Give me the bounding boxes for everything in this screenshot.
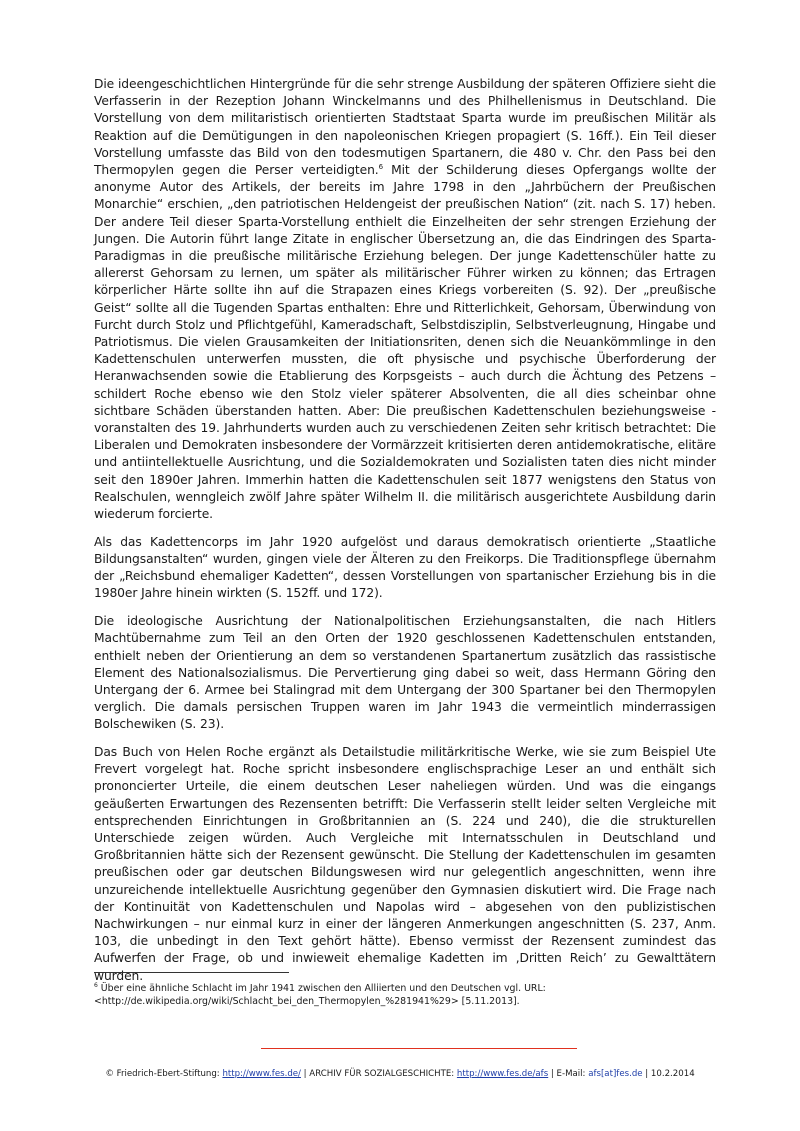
- footnote-divider: [94, 972, 289, 973]
- document-body: [94, 76, 716, 995]
- paragraph-4: Das Buch von Helen Roche ergänzt als Detailstudie militärkritische Werke, wie sie zum Beispiel Ute Frevert vorgelegt hat. Roche spricht insbesondere englischsprachige Leser an und enthält sich prononcierter Urteile, die einem deutschen Leser naheliegen würden. Und was die eingangs geäußerten Erwartungen des Rezensenten betrifft: Die Verfasserin stellt leider selten Vergleiche mit entsprechenden Einrichtungen in Großbritannien an (S. 224 und 240), die die strukturellen Unterschiede zeigen würden. Auch Vergleiche mit Internatsschulen in Deutschland und Großbritannien hätte sich der Rezensent gewünscht. Die Stellung der Kadettenschulen im gesamten preußischen oder gar deutschen Bildungswesen wird nur gelegentlich angeschnitten, wenn ihre unzureichende intellektuelle Ausrichtung gegenüber den Gymnasien diskutiert wird. Die Frage nach der Kontinuität von Kadettenschulen und Napolas wird – abgesehen von den publizistischen Nachwirkungen – nur einmal kurz in einer der längeren Anmerkungen angeschnitten (S. 237, Anm. 103, die unbedingt in den Text gehört hätte). Ebenso vermisst der Rezensent zumindest das Aufwerfen der Frage, ob und inwieweit ehemalige Kadetten im ‚Dritten Reich’ zu Gewalttätern wurden.: [94, 745, 716, 983]
- afs-link[interactable]: http://www.fes.de/afs: [456, 1069, 549, 1079]
- footer-divider: [261, 1048, 577, 1049]
- paragraph-1: [94, 76, 716, 523]
- page-footer: [0, 1069, 800, 1079]
- footer-date: | 10.2.2014: [642, 1069, 695, 1079]
- footer-email-label: | E-Mail:: [548, 1069, 589, 1079]
- fes-link[interactable]: http://www.fes.de/: [222, 1069, 301, 1079]
- footnote-number: 6: [94, 981, 98, 989]
- paragraph-1-text-a: Die ideengeschichtlichen Hintergründe für die sehr strenge Ausbildung der späteren Offiziere sieht die Verfasserin in der Rezeption Johann Winckelmanns und des Philhellenismus in Deutschland. Die Vorstellung von dem militaristisch orientierten Stadtstaat Sparta wurde im preußischen Militär als Reaktion auf die Demütigungen in den napoleonischen Kriegen propagiert (S. 16ff.). Ein Teil dieser Vorstellung umfasste das Bild von den todesmutigen Spartanern, die 480 v. Chr. den Pass bei den Thermopylen gegen die Perser verteidigten.: [94, 77, 716, 178]
- footnote-ref-6[interactable]: 6: [378, 162, 383, 171]
- footnote-text: Über eine ähnliche Schlacht im Jahr 1941 zwischen den Alliierten und den Deutschen vgl. URL: <http://de.wikipedia.org/wiki/Schlacht_bei_den_Thermopylen_%281941%29> [5.11.2013].: [94, 983, 546, 1008]
- footer-archive-label: | ARCHIV FÜR SOZIALGESCHICHTE:: [300, 1069, 457, 1079]
- footnote: [94, 982, 724, 1009]
- footer-email[interactable]: afs[at]fes.de: [588, 1069, 643, 1079]
- paragraph-2: Als das Kadettencorps im Jahr 1920 aufgelöst und daraus demokratisch orientierte „Staatliche Bildungsanstalten“ wurden, gingen viele der Älteren zu den Freikorps. Die Traditionspflege übernahm der „Reichsbund ehemaliger Kadetten“, dessen Vorstellungen von spartanischer Erziehung bis in die 1980er Jahre hinein wirkten (S. 152ff. und 172).: [94, 534, 716, 601]
- paragraph-3: Die ideologische Ausrichtung der Nationalpolitischen Erziehungsanstalten, die nach Hitlers Machtübernahme zum Teil an den Orten der 1920 geschlossenen Kadettenschulen entstanden, enthielt neben der Orientierung an dem so verstandenen Spartanertum zusätzlich das rassistische Element des Nationalsozialismus. Die Pervertierung ging dabei so weit, dass Hermann Göring den Untergang der 6. Armee bei Stalingrad mit dem Untergang der 300 Spartaner bei den Thermopylen verglich. Die damals persischen Truppen waren im Jahr 1943 die vermeintlich minderrassigen Bolschewiken (S. 23).: [94, 614, 716, 732]
- footer-copyright: © Friedrich-Ebert-Stiftung:: [105, 1069, 223, 1079]
- paragraph-1-text-b: Mit der Schilderung dieses Opfergangs wollte der anonyme Autor des Artikels, der bereits im Jahre 1798 in den „Jahrbüchern der Preußischen Monarchie“ erschien, „den patriotischen Heldengeist der preußischen Nation“ (zit. nach S. 17) heben. Der andere Teil dieser Sparta-Vorstellung enthielt die Einzelheiten der sehr strengen Erziehung der Jungen. Die Autorin führt lange Zitate in englischer Übersetzung an, die das Eindringen des Sparta-Paradigmas in die preußische militärische Erziehung belegen. Der junge Kadettenschüler hatte zu allererst Gehorsam zu lernen, um später als militärischer Führer wirken zu können; das Ertragen körperlicher Härte sollte ihn auf die Strapazen eines Kriegs vorbereiten (S. 92). Der „preußische Geist“ sollte all die Tugenden Spartas enthalten: Ehre und Ritterlichkeit, Gehorsam, Überwindung von Furcht durch Stolz und Pflichtgefühl, Kameradschaft, Selbstdisziplin, Selbstverleugnung, Hingabe und Patriotismus. Die vielen Grausamkeiten der Initiationsriten, denen sich die Neuankömmlinge in den Kadettenschulen unterwerfen mussten, die oft physische und psychische Überforderung der Heranwachsenden sowie die Etablierung des Korpsgeists – auch durch die Ächtung des Petzens – schildert Roche ebenso wie den Stolz vieler späterer Absolventen, die all dies scheinbar ohne sichtbare Schäden überstanden hatten. Aber: Die preußischen Kadettenschulen beziehungsweise -voranstalten des 19. Jahrhunderts wurden auch zu verschiedenen Zeiten sehr kritisch betrachtet: Die Liberalen und Demokraten insbesondere der Vormärzzeit kritisierten deren antidemokratische, elitäre und antiintellektuelle Ausrichtung, und die Sozialdemokraten und Sozialisten taten dies nicht minder seit den 1890er Jahren. Immerhin hatten die Kadettenschulen seit 1877 wenigstens den Status von Realschulen, wenngleich zwölf Jahre später Wilhelm II. die militärisch ausgerichtete Ausbildung darin wiederum forcierte.: [94, 163, 716, 522]
